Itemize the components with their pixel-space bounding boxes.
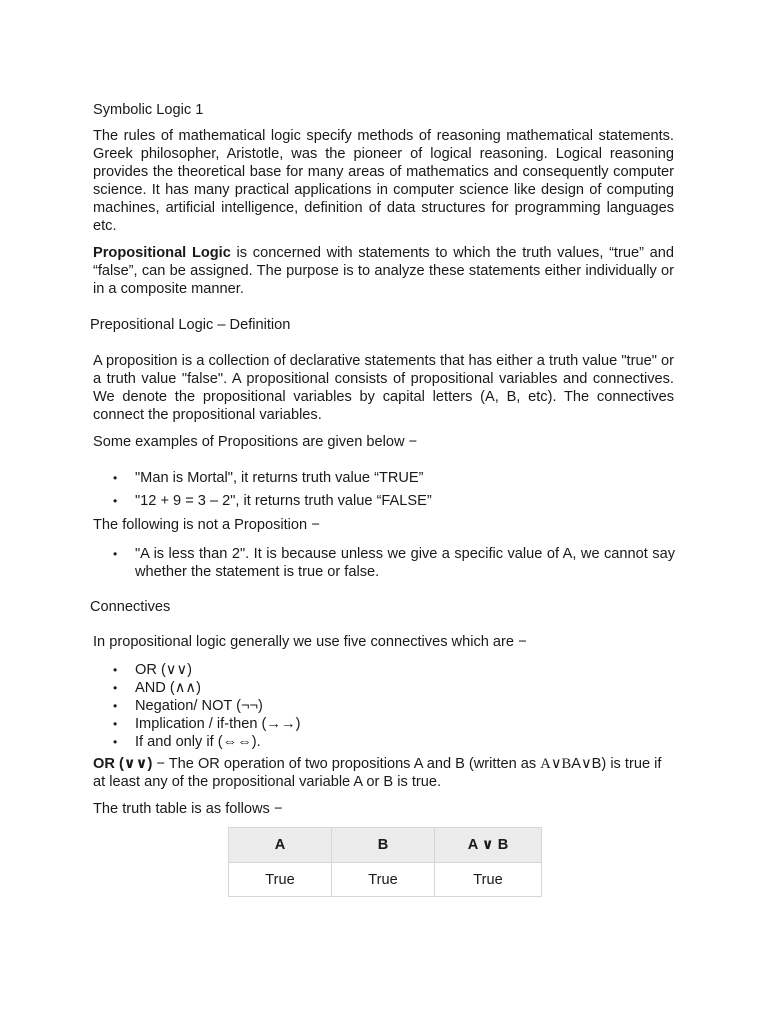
list-item: • OR (∨∨) — [113, 662, 193, 678]
intro-paragraph: The rules of mathematical logic specify methods of reasoning mathematical statements. Greek philosopher, Aristotle, was the pioneer of logical reasoning. Logical reasoning provides the theoretical base for many areas of mathematics and consequently computer science. It has many practical applications in computer science like design of computing machines, artificial intelligence, definition of data structures for programming languages etc. — [93, 128, 674, 234]
not-proposition-intro: The following is not a Proposition − — [93, 517, 320, 533]
definition-heading: Prepositional Logic – Definition — [90, 317, 291, 333]
table-row — [229, 863, 542, 897]
column-header: A ∨ B — [435, 828, 542, 863]
table-cell: True — [229, 863, 332, 897]
not-proposition-list — [113, 545, 675, 581]
or-formula: A∨B — [540, 756, 572, 772]
table-cell: True — [332, 863, 435, 897]
table-header-row — [229, 828, 542, 863]
list-item: • "Man is Mortal", it returns truth value “TRUE” — [113, 470, 424, 486]
connectives-heading: Connectives — [90, 599, 171, 615]
table-cell: True — [435, 863, 542, 897]
or-term: OR (∨∨) — [93, 756, 153, 772]
propositional-logic-term: Propositional Logic — [93, 245, 231, 261]
bullet-icon: • — [113, 547, 118, 561]
connectives-list — [113, 661, 675, 751]
or-definition-paragraph: OR (∨∨) − The OR operation of two propositions A and B (written as A∨BA∨B) is true if at least any of the propositional variable A or B is true. — [93, 756, 662, 790]
bullet-icon: • — [113, 699, 118, 713]
document-title: Symbolic Logic 1 — [93, 102, 204, 118]
bullet-icon: • — [113, 663, 118, 677]
truth-table-intro: The truth table is as follows − — [93, 801, 283, 817]
column-header: B — [332, 828, 435, 863]
propositional-logic-text: is concerned with statements to which the truth values, “true” and “false”, can be assigned. The purpose is to analyze these statements either individually or in a composite manner. — [93, 245, 674, 297]
truth-table — [228, 827, 542, 897]
bullet-icon: • — [113, 471, 118, 485]
propositional-logic-paragraph — [93, 244, 674, 298]
definition-paragraph: A proposition is a collection of declarative statements that has either a truth value "true" or a truth value "false". A propositional consists of propositional variables and connectives. We denote the propositional variables by capital letters (A, B, etc). The connectives connect the propositional variables. — [93, 353, 674, 423]
bullet-icon: • — [113, 494, 118, 508]
column-header: A — [229, 828, 332, 863]
examples-intro: Some examples of Propositions are given below − — [93, 434, 418, 450]
list-item: • "A is less than 2". It is because unless we give a specific value of A, we cannot say whether the statement is true or false. — [113, 546, 675, 580]
list-item: • Negation/ NOT (¬¬) — [113, 698, 263, 714]
list-item: • Implication / if-then (→→) — [113, 716, 301, 732]
connectives-intro: In propositional logic generally we use five connectives which are − — [93, 634, 527, 650]
list-item: • If and only if (⇔⇔). — [113, 734, 261, 750]
bullet-icon: • — [113, 681, 118, 695]
bullet-icon: • — [113, 717, 118, 731]
examples-list — [113, 469, 675, 510]
list-item: • AND (∧∧) — [113, 680, 201, 696]
bullet-icon: • — [113, 735, 118, 749]
list-item: • "12 + 9 = 3 – 2", it returns truth value “FALSE” — [113, 493, 432, 509]
